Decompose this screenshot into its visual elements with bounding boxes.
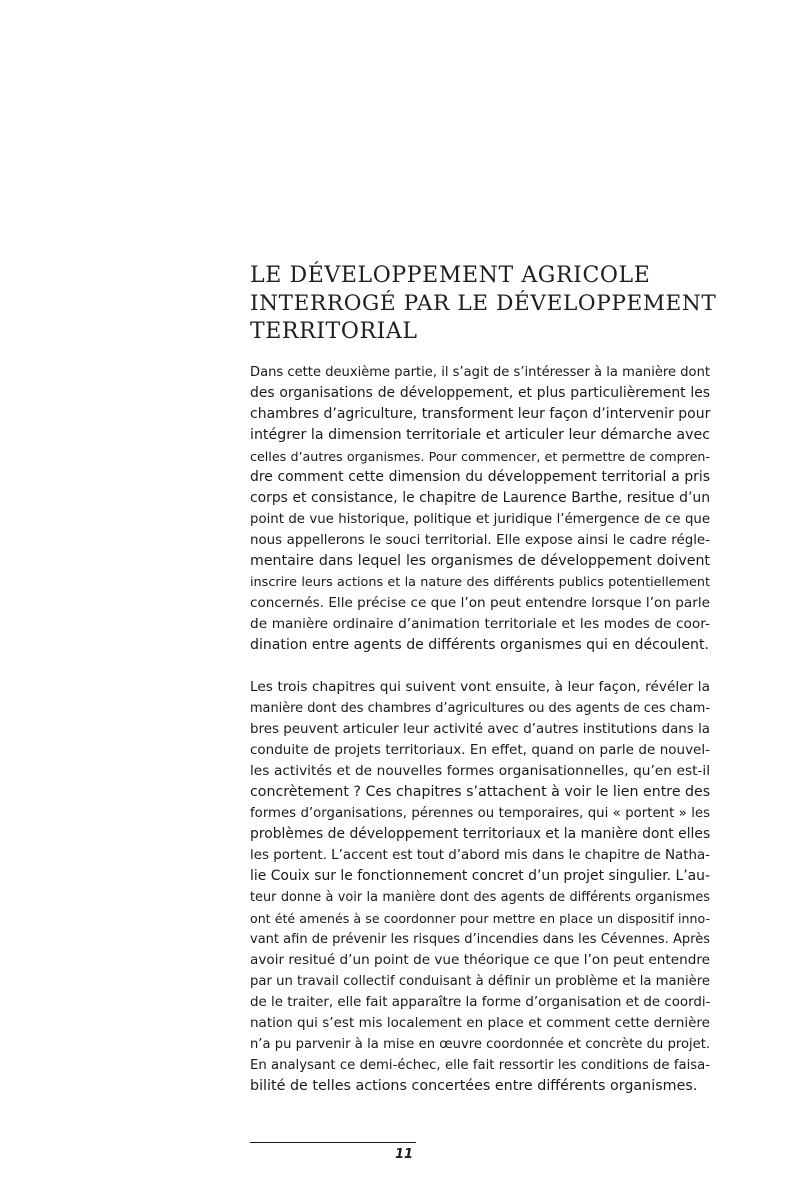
body-text [250,362,710,1097]
text-line: corps et consistance, le chapitre de Laurence Barthe, resitue d’un [250,490,710,506]
text-line: dre comment cette dimension du développement territorial a pris [250,469,710,485]
text-line: formes d’organisations, pérennes ou temporaires, qui « portent » les [250,806,710,821]
text-line: En analysant ce demi-échec, elle fait ressortir les conditions de faisa- [250,1058,710,1073]
chapter-title-line: TERRITORIAL [250,319,418,344]
text-line: conduite de projets territoriaux. En effet, quand on parle de nouvel- [250,742,710,758]
text-line: des organisations de développement, et plus particulièrement les [250,385,710,401]
text-line: de le traiter, elle fait apparaître la forme d’organisation et de coordi- [250,995,711,1010]
text-line: avoir resitué d’un point de vue théorique ce que l’on peut entendre [250,952,710,968]
text-line: intégrer la dimension territoriale et articuler leur démarche avec [250,427,710,443]
text-line: n’a pu parvenir à la mise en œuvre coordonnée et concrète du projet. [250,1037,710,1052]
text-line: les activités et de nouvelles formes organisationnelles, qu’en est-il [250,763,710,779]
text-line: concernés. Elle précise ce que l’on peut entendre lorsque l’on parle [250,595,710,611]
text-line: de manière ordinaire d’animation territoriale et les modes de coor- [250,616,710,632]
text-line: teur donne à voir la manière dont des agents de différents organismes [250,890,710,905]
page-number: 11 [394,1147,414,1159]
text-line: les portent. L’accent est tout d’abord mis dans le chapitre de Natha- [250,848,710,863]
text-line: bres peuvent articuler leur activité avec d’autres institutions dans la [250,722,710,737]
footer-rule [250,1142,416,1143]
text-line: vant afin de prévenir les risques d’incendies dans les Cévennes. Après [250,932,710,947]
text-line: mentaire dans lequel les organismes de développement doivent [250,553,710,569]
text-line: nous appellerons le souci territorial. Elle expose ainsi le cadre régle- [250,533,710,548]
paragraph-intro [250,362,710,656]
text-line: bilité de telles actions concertées entre différents organismes. [250,1078,698,1094]
text-line: dination entre agents de différents organismes qui en découlent. [250,637,709,653]
text-line: celles d’autres organismes. Pour commencer, et permettre de compren- [250,449,710,464]
paragraph-chapters [250,677,710,1097]
text-line: par un travail collectif conduisant à définir un problème et la manière [250,974,710,989]
chapter-title [250,262,720,346]
text-line: lie Couix sur le fonctionnement concret d’un projet singulier. L’au- [250,868,710,884]
text-line: inscrire leurs actions et la nature des différents publics potentiellement [250,575,710,590]
text-line: problèmes de développement territoriaux et la manière dont elles [250,826,711,842]
chapter-title-line: LE DÉVELOPPEMENT AGRICOLE [250,263,651,288]
text-line: point de vue historique, politique et juridique l’émergence de ce que [250,512,710,527]
text-line: chambres d’agriculture, transforment leur façon d’intervenir pour [250,406,711,422]
text-line: Les trois chapitres qui suivent vont ensuite, à leur façon, révéler la [250,679,710,695]
text-line: ont été amenés à se coordonner pour mettre en place un dispositif inno- [250,911,710,926]
chapter-title-line: INTERROGÉ PAR LE DÉVELOPPEMENT [250,291,717,316]
text-line: Dans cette deuxième partie, il s’agit de s’intéresser à la manière dont [250,365,710,380]
text-line: manière dont des chambres d’agricultures ou des agents de ces cham- [250,701,710,716]
text-line: nation qui s’est mis localement en place et comment cette dernière [250,1015,710,1031]
text-line: concrètement ? Ces chapitres s’attachent à voir le lien entre des [250,784,711,800]
